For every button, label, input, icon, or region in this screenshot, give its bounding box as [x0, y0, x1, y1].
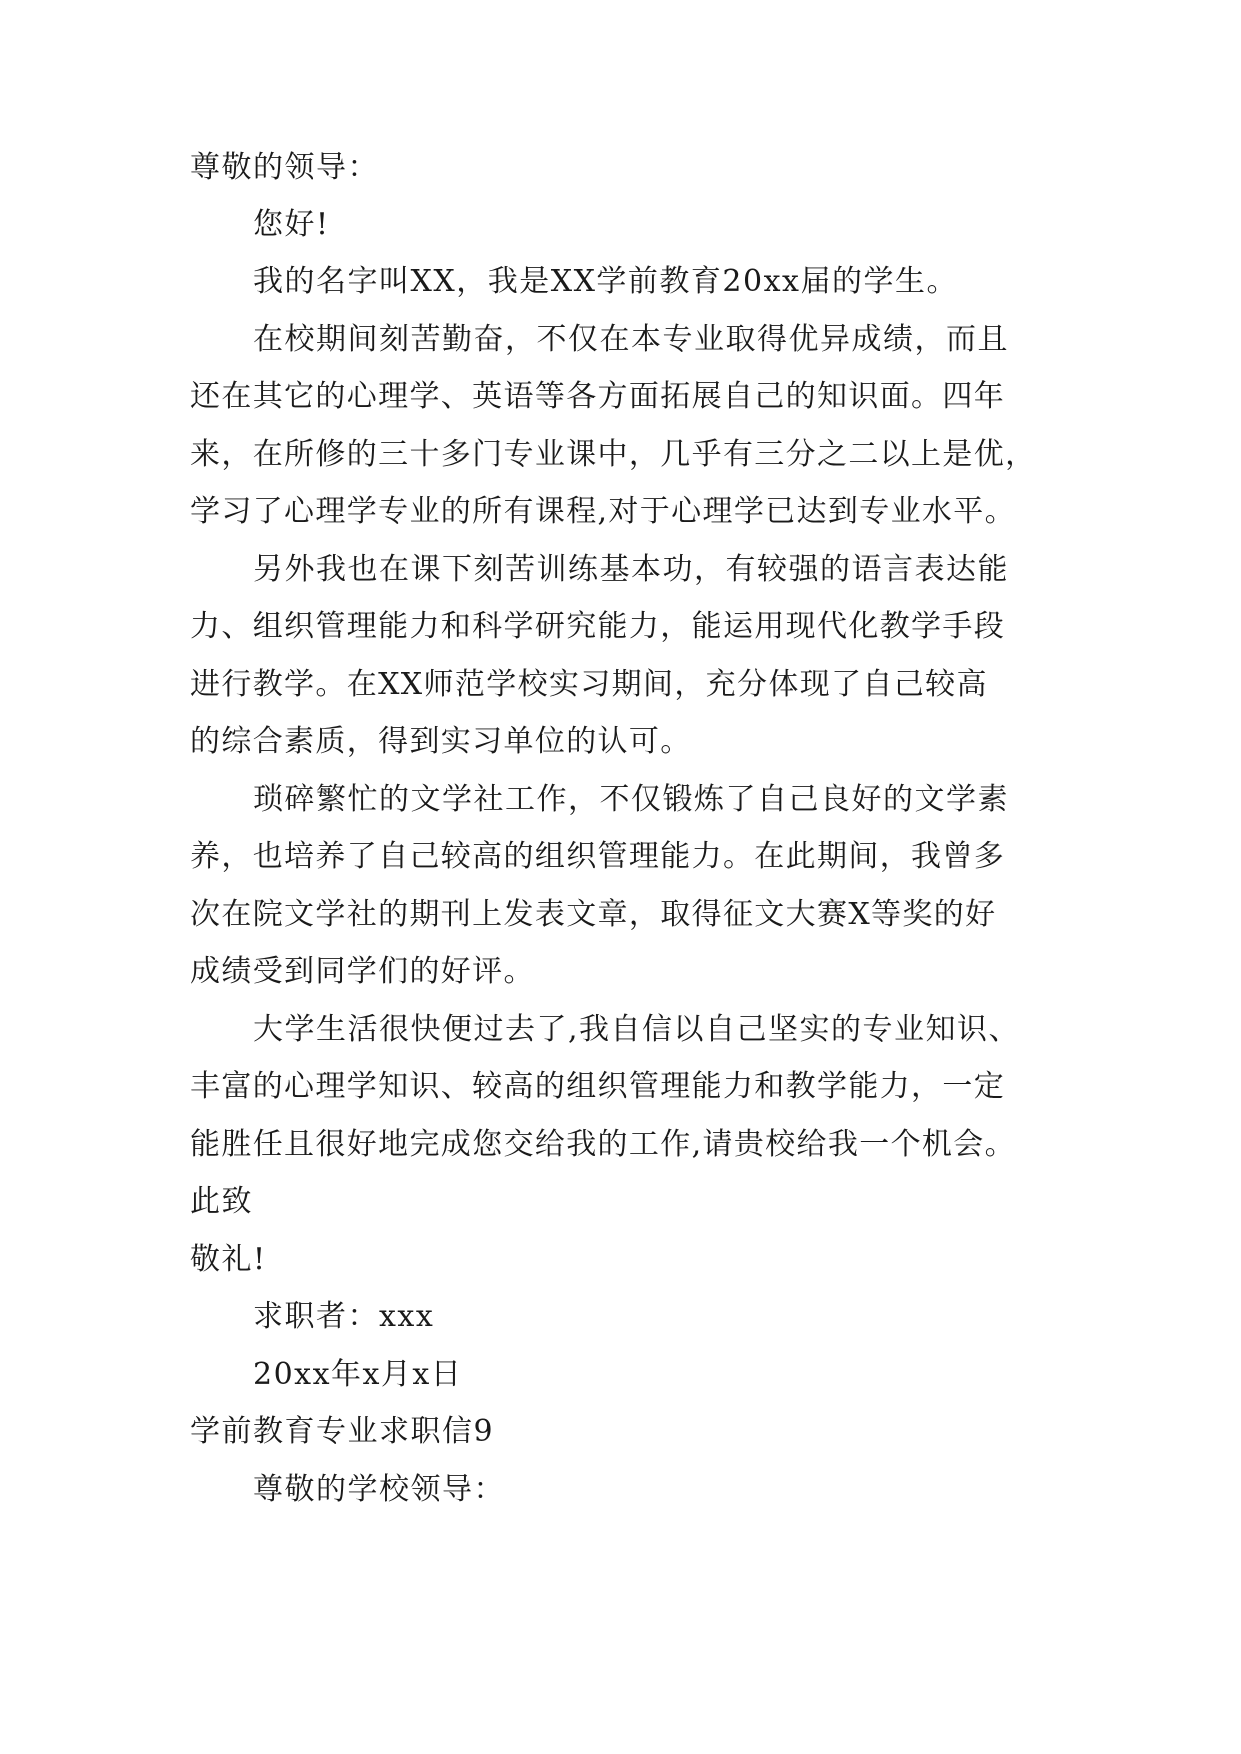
paragraph-line: 还在其它的心理学、英语等各方面拓展自己的知识面。四年: [190, 379, 1006, 414]
salutation: 尊敬的领导：: [190, 150, 379, 185]
closing-line: 敬礼!: [190, 1242, 267, 1277]
paragraph-line: 的综合素质，得到实习单位的认可。: [190, 724, 692, 759]
paragraph-line: 成绩受到同学们的好评。: [190, 954, 535, 989]
paragraph-line: 力、组织管理能力和科学研究能力，能运用现代化教学手段: [190, 609, 1006, 644]
paragraph-line: 大学生活很快便过去了,我自信以自己坚实的专业知识、: [253, 1012, 1021, 1047]
paragraph-line: 在校期间刻苦勤奋，不仅在本专业取得优异成绩，而且: [253, 322, 1009, 357]
greeting: 您好!: [253, 207, 330, 242]
next-salutation: 尊敬的学校领导：: [253, 1472, 505, 1507]
paragraph-line: 养，也培养了自己较高的组织管理能力。在此期间，我曾多: [190, 839, 1006, 874]
paragraph-line: 另外我也在课下刻苦训练基本功，有较强的语言表达能: [253, 552, 1009, 587]
closing-line: 此致: [190, 1184, 253, 1219]
signature: 求职者：xxx: [253, 1299, 435, 1334]
paragraph-line: 学习了心理学专业的所有课程,对于心理学已达到专业水平。: [190, 494, 1016, 529]
paragraph-line: 能胜任且很好地完成您交给我的工作,请贵校给我一个机会。: [190, 1127, 1016, 1162]
paragraph-line: 丰富的心理学知识、较高的组织管理能力和教学能力，一定: [190, 1069, 1006, 1104]
date: 20xx年x月x日: [253, 1357, 463, 1392]
paragraph-line: 次在院文学社的期刊上发表文章，取得征文大赛X等奖的好: [190, 897, 997, 932]
paragraph-line: 进行教学。在XX师范学校实习期间，充分体现了自己较高: [190, 667, 988, 702]
paragraph-line: 琐碎繁忙的文学社工作，不仅锻炼了自己良好的文学素: [253, 782, 1009, 817]
paragraph-line: 来，在所修的三十多门专业课中，几乎有三分之二以上是优，: [190, 437, 1037, 472]
section-title: 学前教育专业求职信9: [190, 1414, 495, 1449]
paragraph-line: 我的名字叫XX，我是XX学前教育20xx届的学生。: [253, 264, 958, 299]
